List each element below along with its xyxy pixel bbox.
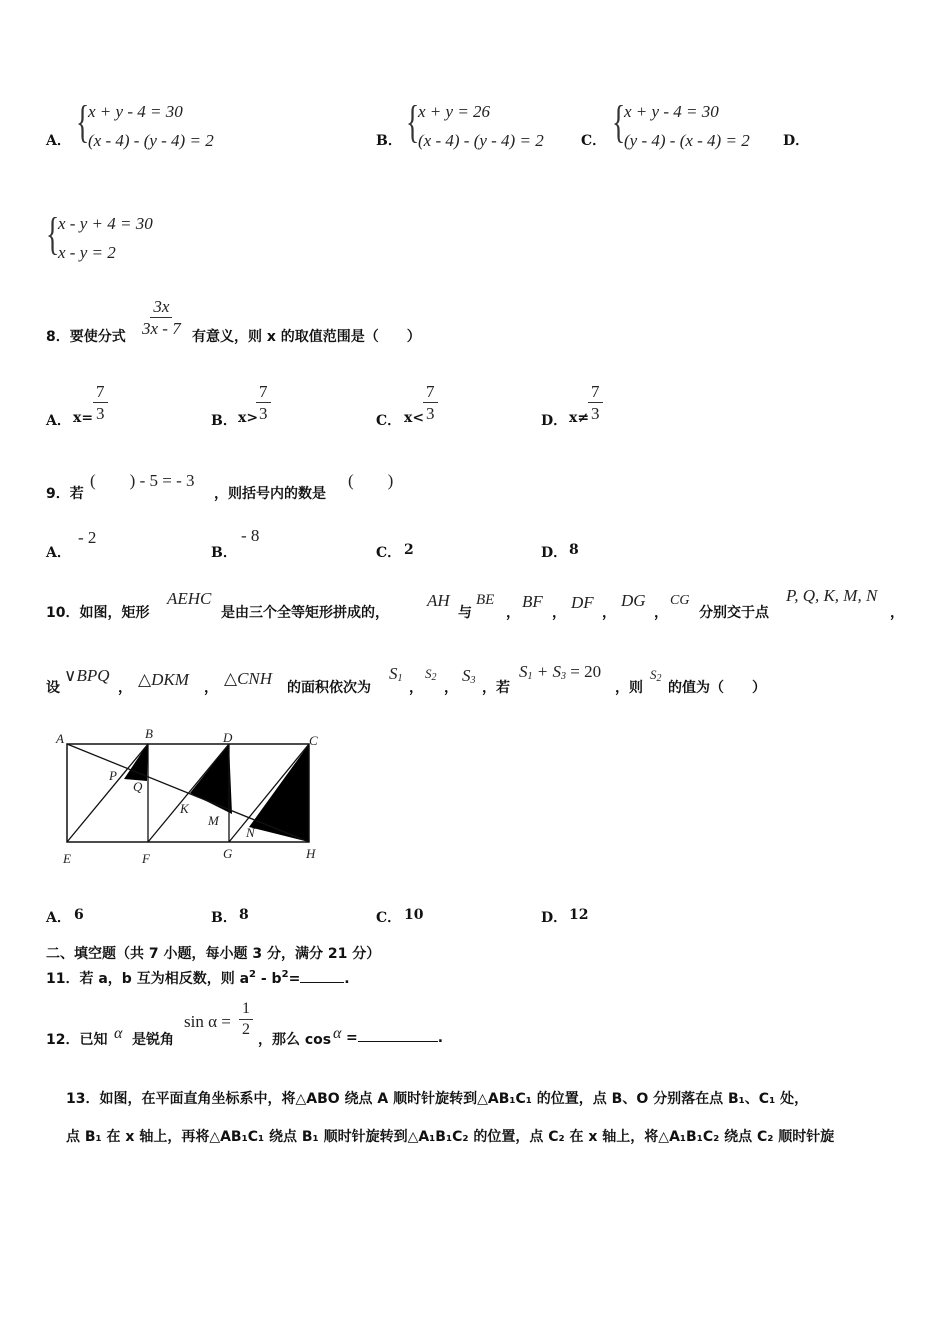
math-name: BF: [522, 592, 543, 611]
option-value: - 2: [78, 528, 97, 547]
equation: (x - 4) - (y - 4) = 2: [418, 131, 544, 150]
math-name: AEHC: [167, 589, 212, 608]
brace-icon: {: [406, 96, 420, 147]
question-text: 9．若: [46, 486, 84, 502]
equation: x + y - 4 = 30: [88, 102, 183, 121]
point-label: M: [208, 813, 219, 828]
equation: sin α =: [184, 1012, 231, 1031]
point-label: A: [56, 731, 64, 746]
question-text: = .: [346, 1030, 444, 1046]
separator: ，: [890, 605, 904, 621]
separator: ，: [204, 680, 218, 696]
question-text: 10．如图，矩形: [46, 605, 150, 621]
equation: x + y - 4 = 30: [624, 102, 719, 121]
point-label: B: [145, 726, 153, 741]
brace-icon: {: [46, 208, 60, 259]
question-text: 8．要使分式: [46, 329, 126, 345]
point-label: D: [223, 730, 233, 745]
option-label: B．: [211, 910, 237, 926]
math-symbol: α: [333, 1025, 342, 1042]
fraction: $\frac{7}{3}$: [93, 383, 108, 422]
question-text: 是锐角: [132, 1032, 174, 1048]
separator: ，: [552, 605, 566, 621]
option-relation: x>: [238, 410, 259, 426]
math-name: $S_3$: [462, 666, 476, 686]
separator: ，: [409, 680, 423, 696]
option-value: 10: [404, 907, 424, 923]
point-label: N: [246, 825, 255, 840]
math-name: ∨BPQ: [64, 666, 110, 685]
question-text: 的面积依次为: [287, 680, 371, 696]
equation: (y - 4) - (x - 4) = 2: [624, 131, 750, 150]
math-name: DG: [621, 591, 646, 610]
question-text: 的值为（ ）: [668, 680, 766, 696]
option-label: A．: [46, 413, 71, 429]
point-label: P: [109, 768, 117, 783]
question-13-line2: 点 B₁ 在 x 轴上，再将△AB₁C₁ 绕点 B₁ 顺时针旋转到△A₁B₁C₂ 的位置，点 C₂ 在 x 轴上，将△A₁B₁C₂ 绕点 C₂ 顺时针旋: [66, 1129, 835, 1145]
fraction: $\frac{1}{2}$: [239, 1001, 253, 1038]
point-label: Q: [133, 779, 143, 794]
separator: ，: [506, 605, 520, 621]
math-name: P, Q, K, M, N: [786, 586, 878, 605]
math-name: CG: [670, 593, 690, 608]
option-label: A．: [46, 133, 71, 149]
shaded-triangle-cnh: [249, 744, 309, 842]
option-label: A．: [46, 545, 71, 561]
question-text: 是由三个全等矩形拼成的，: [221, 605, 389, 621]
fraction: $\frac{7}{3}$: [423, 383, 438, 422]
point-label: H: [306, 846, 316, 861]
equation: x + y = 26: [418, 102, 491, 121]
option-value: 12: [569, 907, 589, 923]
fraction: $\frac{7}{3}$: [256, 383, 271, 422]
option-relation: x<: [404, 410, 425, 426]
question-text: 设: [46, 680, 60, 696]
option-value: - 8: [241, 526, 260, 545]
question-text: ，若: [482, 680, 510, 696]
equation: $S_1 + S_3 = 20$: [519, 662, 602, 682]
math-name: $S_1$: [389, 664, 403, 684]
point-label: E: [63, 851, 71, 866]
math-symbol: α: [114, 1025, 123, 1042]
option-relation: x≠: [569, 410, 590, 426]
equation: ( ) - 5 = - 3: [90, 471, 195, 490]
option-label: D．: [541, 413, 568, 429]
option-label: B．: [376, 133, 402, 149]
option-label: D．: [541, 910, 568, 926]
section-title: 二、填空题（共 7 小题，每小题 3 分，满分 21 分）: [46, 946, 381, 962]
option-label: D．: [541, 545, 568, 561]
point-label: F: [142, 851, 150, 866]
option-label: A．: [46, 910, 71, 926]
option-label: C．: [376, 545, 402, 561]
math-name: $S_2$: [650, 667, 662, 684]
option-label: C．: [581, 133, 607, 149]
option-label: C．: [376, 910, 402, 926]
question-13-line1: 13．如图，在平面直角坐标系中，将△ABO 绕点 A 顺时针旋转到△AB₁C₁ 的位置，点 B、O 分别落在点 B₁、C₁ 处，: [66, 1091, 809, 1107]
separator: ，: [654, 605, 668, 621]
blank-parentheses: ( ): [348, 471, 394, 490]
option-label: C．: [376, 413, 402, 429]
option-value: 6: [74, 907, 84, 923]
option-label: D．: [783, 133, 810, 149]
option-value: 2: [404, 542, 414, 558]
option-label: B．: [211, 413, 237, 429]
answer-blank: [358, 1029, 438, 1042]
question-text: 与: [458, 605, 472, 621]
question-text: 分别交于点: [699, 605, 769, 621]
option-value: 8: [569, 542, 579, 558]
equation: x - y + 4 = 30: [58, 214, 153, 233]
rectangle-figure: [50, 725, 340, 870]
point-label: G: [223, 846, 233, 861]
brace-icon: {: [76, 96, 90, 147]
option-label: B．: [211, 545, 237, 561]
question-text: ，则括号内的数是: [214, 486, 326, 502]
math-name: $S_2$: [425, 666, 437, 683]
separator: ，: [602, 605, 616, 621]
fraction: $\frac{3x}{3x - 7}$: [142, 297, 181, 338]
question-text: ，那么 cos: [258, 1032, 332, 1048]
question-text: 有意义，则 x 的取值范围是（ ）: [192, 329, 421, 345]
question-text: 12．已知: [46, 1032, 108, 1048]
option-relation: x=: [73, 410, 94, 426]
point-label: K: [180, 801, 189, 816]
question-text: ，则: [615, 680, 643, 696]
equation: x - y = 2: [58, 243, 116, 262]
answer-blank: [300, 970, 344, 983]
separator: ，: [118, 680, 132, 696]
math-name: △DKM: [138, 670, 189, 689]
option-value: 8: [239, 907, 249, 923]
brace-icon: {: [612, 96, 626, 147]
point-label: C: [309, 733, 318, 748]
math-name: DF: [571, 593, 594, 612]
fraction: $\frac{7}{3}$: [588, 383, 603, 422]
math-name: BE: [476, 592, 495, 608]
equation: (x - 4) - (y - 4) = 2: [88, 131, 214, 150]
math-name: AH: [427, 591, 450, 610]
shaded-triangle-dkm: [190, 744, 232, 814]
math-name: △CNH: [224, 669, 273, 688]
question-11: 11．若 a，b 互为相反数，则 $a^2 - b^2=$ .: [46, 969, 350, 987]
separator: ，: [444, 680, 458, 696]
